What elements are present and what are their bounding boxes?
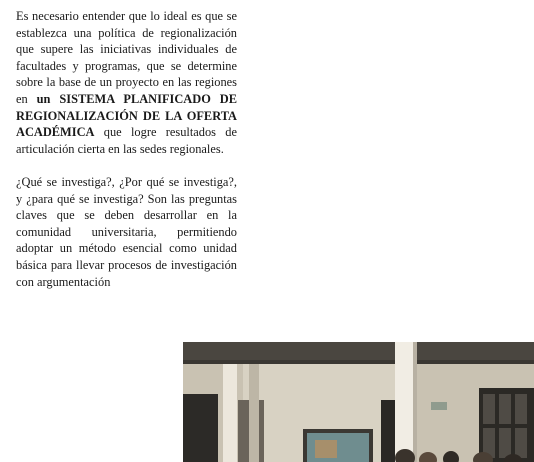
paragraph-investigacion: ¿Qué se investiga?, ¿Por qué se investiga?, y ¿para qué se investiga? Son las preguntas claves que se deben desarrollar en la comunidad universitaria, permitiendo adoptar un método esencial como unidad básica para llevar procesos de investigación con argumentación	[16, 174, 237, 289]
paragraph-1-text-end: que logre resultados de articulación cierta en las sedes regionales.	[16, 125, 237, 156]
paragraph-1-text: Es necesario entender que lo ideal es que se establezca una política de regionalización que supere las iniciativas individuales de facultades y programas, que se determine sobre la base de un proyecto en las regiones en	[16, 9, 237, 106]
text-column	[16, 8, 237, 290]
paragraph-regionalizacion	[16, 8, 237, 157]
corridor-photo	[183, 342, 534, 462]
paragraph-1-bold-text: un SISTEMA PLANIFICADO DE REGIONALIZACIÓN DE LA OFERTA ACADÉMICA	[16, 91, 237, 140]
